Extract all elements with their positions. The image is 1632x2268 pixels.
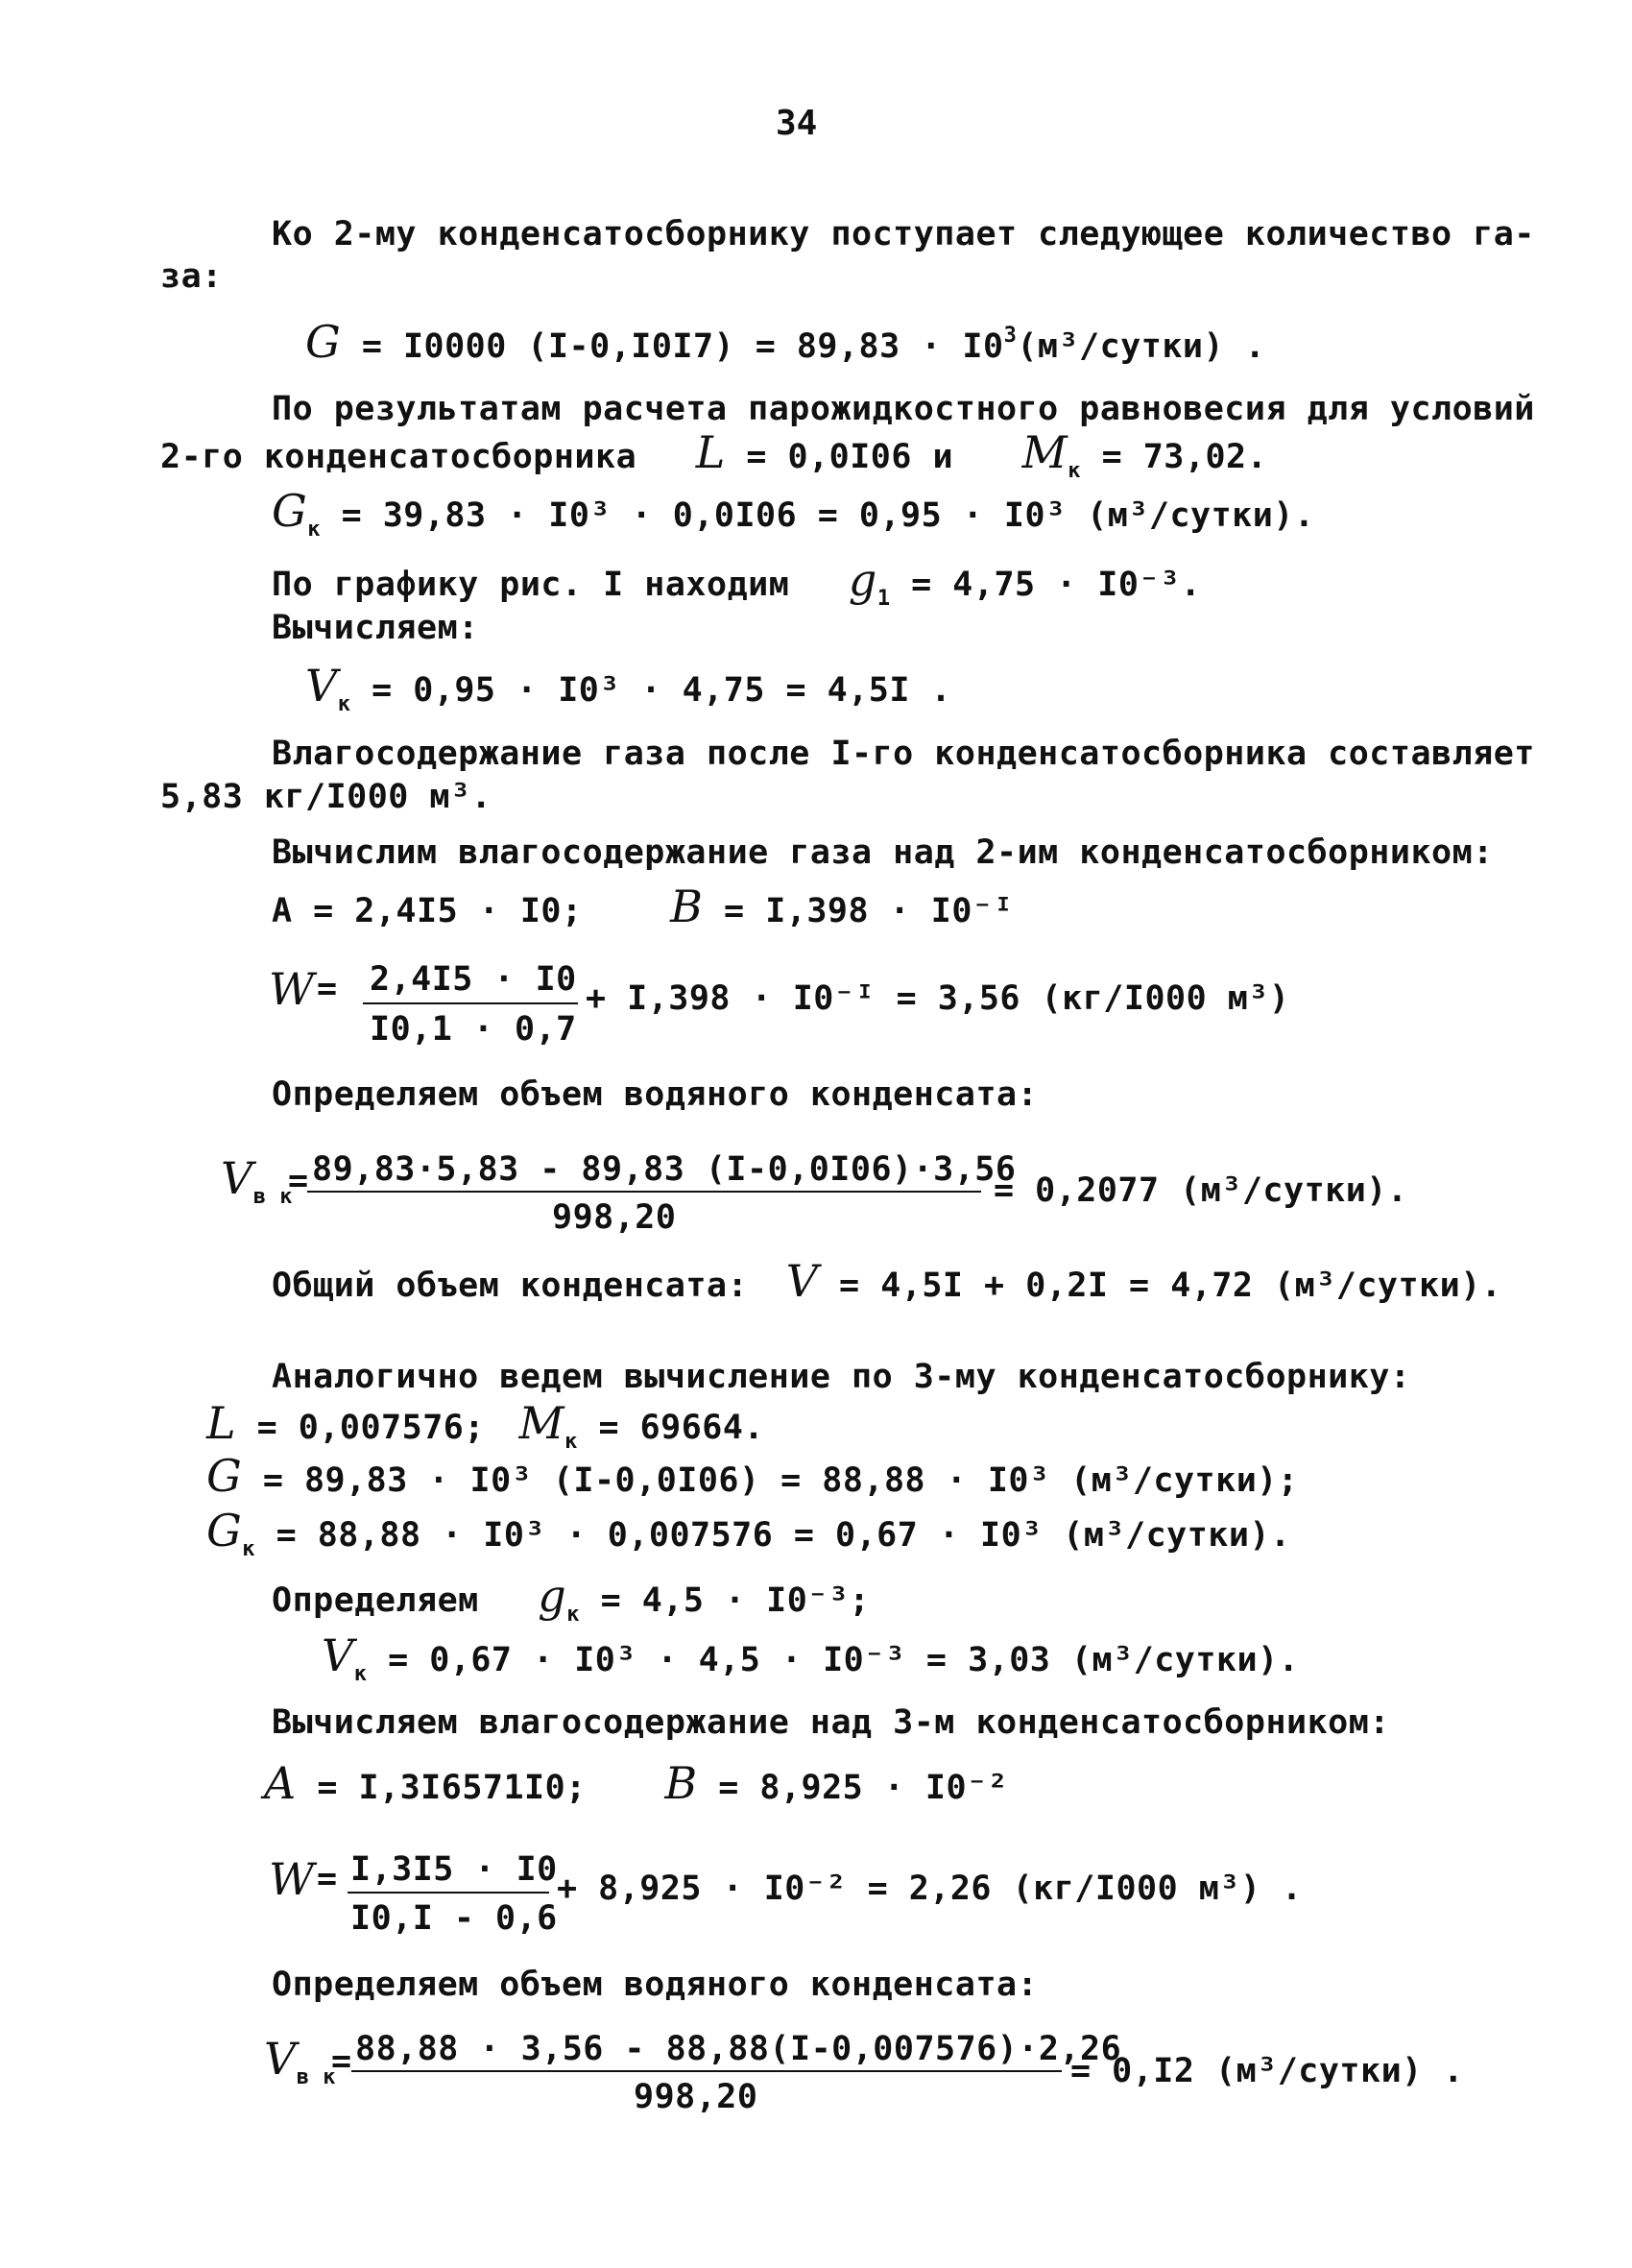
fraction-line xyxy=(363,1002,578,1004)
fraction-numerator: 88,88 · 3,56 - 88,88(I-0,007576)·2,26 xyxy=(355,2030,1122,2068)
equation-g3: G = 89,83 · I0³ (I-0,0I06) = 88,88 · I0³ (м³/сутки); xyxy=(206,1450,1299,1502)
equation-gk3: $G_к = 88,88 \cdot I0^3 \cdot 0,007576 = 0,67 \cdot I0^3$ (м³/сутки). xyxy=(206,1505,1291,1561)
equation-ab1: A = 2,4I5 · I0; B = I,398 · I0⁻ᴵ xyxy=(272,881,1015,932)
symbol-g: G xyxy=(305,316,342,368)
fraction-denominator: I0,I - 0,6 xyxy=(350,1899,558,1938)
equation-g1: G = I0000 $(I-0,I0I7) = 89,83 \cdot I0^3(м^3/сутки)$ . xyxy=(305,316,1266,368)
equation-vk: $V_к = 0,95 \cdot I0^3 \cdot 4,75 = 4,5I$ . xyxy=(305,660,952,716)
fraction-numerator: 2,4I5 · I0 xyxy=(370,960,577,999)
fraction-denominator: 998,20 xyxy=(552,1198,677,1237)
equation-gk: $G_к = 39,83 \cdot I0^3 \cdot 0,0I06 = 0,95 \cdot I0^3$ (м³/сутки). xyxy=(272,485,1315,542)
text-line: Вычисляем: xyxy=(272,609,479,647)
fraction-denominator: I0,1 · 0,7 xyxy=(370,1010,577,1049)
text-line: за: xyxy=(160,257,223,296)
text-line: По результатам расчета парожидкостного равновесия для условий xyxy=(272,390,1535,428)
fraction-numerator: 89,83·5,83 - 89,83 (I-0,0I06)·3,56 xyxy=(312,1150,1017,1189)
text-line: Вычисляем влагосодержание над 3-м конденсатосборником: xyxy=(272,1703,1390,1742)
text-line: Аналогично ведем вычисление по 3-му конденсатосборнику: xyxy=(272,1358,1411,1396)
equation-ab2: A = I,3I6571I0; B = 8,925 · I0⁻² xyxy=(264,1757,1009,1809)
fraction-line xyxy=(351,2070,1062,2072)
equation-vk3: $V_к = 0,67 \cdot I0^3 \cdot 4,5 \cdot I0^{-3} = 3,03$ (м³/сутки). xyxy=(322,1629,1300,1686)
text-line: 5,83 кг/I000 м³. xyxy=(160,778,492,816)
fraction-numerator: I,3I5 · I0 xyxy=(350,1850,558,1889)
text-line: Ко 2-му конденсатосборнику поступает следующее количество га- xyxy=(272,215,1535,253)
text-line: 2-го конденсатосборника L = 0,0I06 и $M_к = 73,02$. xyxy=(160,426,1268,483)
symbol-l: L xyxy=(695,426,726,478)
equation-l3: L = 0,007576; $M_к = 69664$. xyxy=(206,1397,765,1454)
text-line: Определяем $g_к = 4,5 \cdot I0^{-3}$; xyxy=(272,1570,871,1627)
document-page: 34 Ко 2-му конденсатосборнику поступает следующее количество га- за: G = I0000 $(I-0,I0I7) = 89,83 \cdot I0^3(м^3/сутки)$ . По результатам расчета парожидкостного равновесия для условий 2-го конденсатосборника L = 0,0I06 и $M_к = 73,02$. $G_к = 39,83 \cdot I0^3 \cdot 0,0I06 = 0,95 \cdot I0^3$ (м³/сутки). По графику рис. I находим $g_1 = 4,75 \cdot I0^{-3}$. Вычисляем: $V_к = 0,95 \cdot I0^3 \cdot 4,75 = 4,5I$ . Влагосодержание газа после I-го конденсатосборника составляет 5,83 кг/I000 м³. Вычислим влагосодержание газа над 2-им конденсатосборником: A = 2,4I5 · I0; B = I,398 · I0⁻ᴵ W = 2,4I5 · I0 I0,1 · 0,7 + I,398 · I0⁻ᴵ = 3,56 (кг/I000 м³) Определяем объем водяного конденсата: $V_{в к}$ = 89,83·5,83 - 89,83 (I-0,0I06)·3,56 998,20 = 0,2077 (м³/сутки). Общий объем конденсата: V = 4,5I + 0,2I = 4,72 (м³/сутки). Аналогично ведем вычисление по 3-му конденсатосборнику: L = 0,007576; $M_к = 69664$. G = 89,83 · I0³ (I-0,0I06) = 88,88 · I0³ (м³/сутки); $G_к = 88,88 \cdot I0^3 \cdot 0,007576 = 0,67 \cdot I0^3$ (м³/сутки). Определяем $g_к = 4,5 \cdot I0^{-3}$; $V_к = 0,67 \cdot I0^3 \cdot 4,5 \cdot I0^{-3} = 3,03$ (м³/сутки). Вычисляем влагосодержание над 3-м конденсатосборником: A = I,3I6571I0; B = 8,925 · I0⁻² W = I,3I5 · I0 I0,I - 0,6 + 8,925 · I0⁻² = 2,26 (кг/I000 м³) . Определяем объем водяного конденсата: $V_{в к}$ = 88,88 · 3,56 - 88,88(I-0,007576)·2,26 998,20 = 0,I2 (м³/сутки) . xyxy=(160,104,1535,2116)
text-line: Общий объем конденсата: V = 4,5I + 0,2I = 4,72 (м³/сутки). xyxy=(272,1255,1502,1307)
text-line: Влагосодержание газа после I-го конденсатосборника составляет xyxy=(272,735,1535,773)
page-number: 34 xyxy=(776,104,818,143)
text-line: По графику рис. I находим $g_1 = 4,75 \cdot I0^{-3}$. xyxy=(272,554,1202,611)
symbol-m: M xyxy=(1021,426,1068,478)
fraction-denominator: 998,20 xyxy=(634,2078,758,2116)
text-line: Определяем объем водяного конденсата: xyxy=(272,1966,1039,2004)
fraction-line xyxy=(307,1191,981,1193)
fraction-line xyxy=(348,1892,549,1894)
text-line: Вычислим влагосодержание газа над 2-им конденсатосборником: xyxy=(272,833,1494,872)
text-line: Определяем объем водяного конденсата: xyxy=(272,1075,1039,1114)
